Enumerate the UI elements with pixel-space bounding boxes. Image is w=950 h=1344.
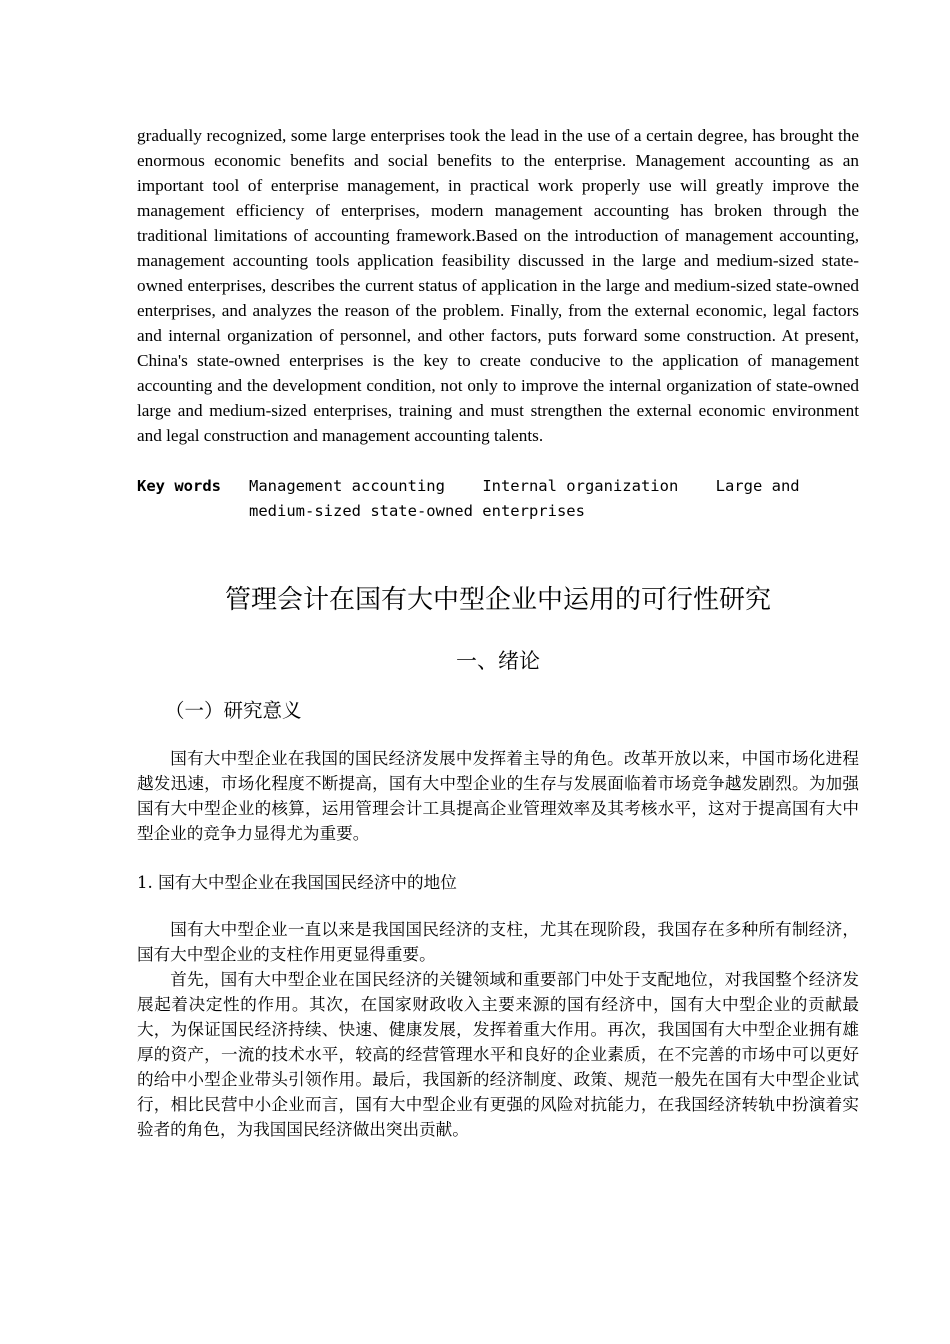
section-heading: 一、绪论 [456, 649, 540, 673]
numbered-heading: 1. 国有大中型企业在我国国民经济中的地位 [137, 873, 457, 892]
body-paragraph: 首先，国有大中型企业在国民经济的关键领域和重要部门中处于支配地位，对我国整个经济发展起着决定性的作用。其次，在国家财政收入主要来源的国有经济中，国有大中型企业的贡献最大，为保证国民经济持续、快速、健康发展，发挥着重大作用。再次，我国国有大中型企业拥有雄厚的资产，一流的技术水平，较高的经营管理水平和良好的企业素质，在不完善的市场中可以更好的给中小型企业带头引领作用。最后，我国新的经济制度、政策、规范一般先在国有大中型企业试行，相比民营中小企业而言，国有大中型企业有更强的风险对抗能力，在我国经济转轨中扮演着实验者的角色，为我国国民经济做出突出贡献。 [137, 970, 859, 1139]
subsection-heading: （一）研究意义 [165, 699, 302, 722]
english-abstract: gradually recognized, some large enterprises took the lead in the use of a certain degree, has brought the enormous economic benefits and social benefits to the enterprise. Management accounting as an important tool of enterprise management, in practical work properly use will greatly improve the management efficiency of enterprises, modern management accounting has broken through the traditional limitations of accounting framework.Based on the introduction of management accounting, management accounting tools application feasibility discussed in the large and medium-sized state-owned enterprises, describes the current status of application in the large and medium-sized state-owned enterprises, and analyzes the reason of the problem. Finally, from the external economic, legal factors and internal organization of personnel, and other factors, puts forward some construction. At present, China's state-owned enterprises is the key to create conducive to the application of management accounting and the development condition, not only to improve the internal organization of state-owned large and medium-sized enterprises, training and must strengthen the external economic environment and legal construction and management accounting talents. [137, 126, 859, 445]
keyword-item: Internal organization [482, 477, 679, 495]
document-page [137, 123, 859, 1142]
body-paragraph: 国有大中型企业在我国的国民经济发展中发挥着主导的角色。改革开放以来，中国市场化进程越发迅速，市场化程度不断提高，国有大中型企业的生存与发展面临着市场竞争越发剧烈。为加强国有大中型企业的核算，运用管理会计工具提高企业管理效率及其考核水平，这对于提高国有大中型企业的竞争力显得尤为重要。 [137, 749, 859, 843]
keywords-block [137, 474, 859, 524]
keyword-item: Management accounting [249, 477, 445, 495]
paper-title: 管理会计在国有大中型企业中运用的可行性研究 [224, 585, 771, 615]
keywords-label: Key words [137, 477, 221, 495]
keywords-list [249, 474, 859, 524]
keyword-item: Large and medium-sized state-owned enterprises [249, 477, 800, 520]
body-paragraph: 国有大中型企业一直以来是我国国民经济的支柱，尤其在现阶段，我国存在多种所有制经济，国有大中型企业的支柱作用更显得重要。 [137, 920, 859, 964]
